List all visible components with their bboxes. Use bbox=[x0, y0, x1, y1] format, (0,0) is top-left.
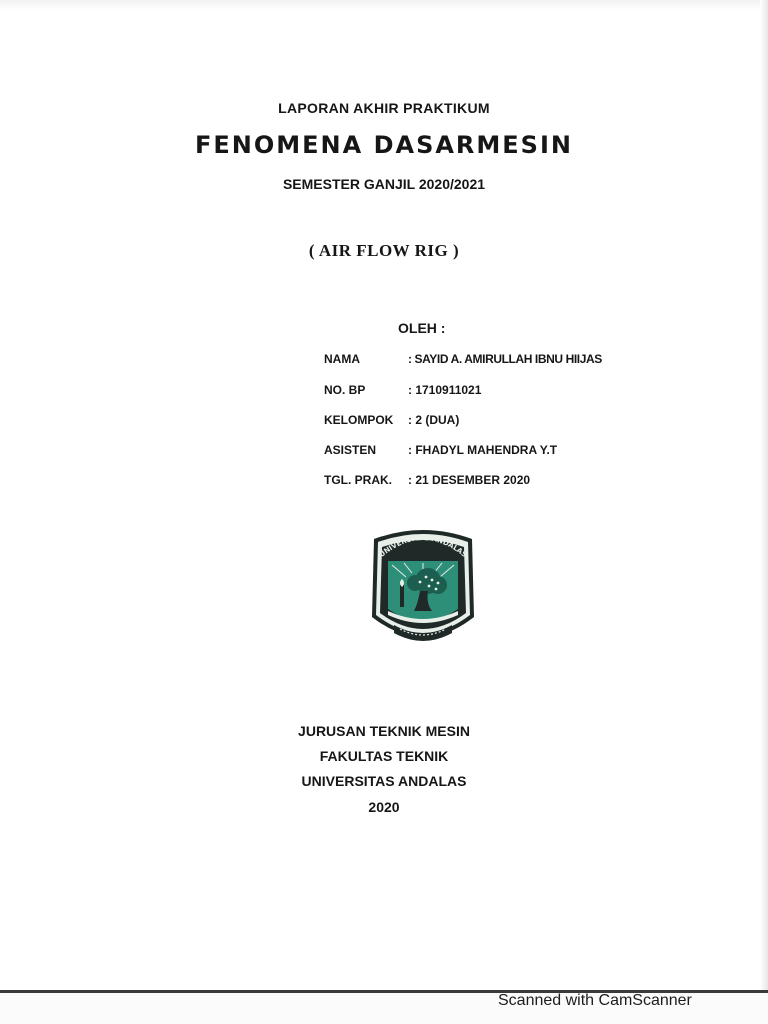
identity-label: ASISTEN bbox=[324, 443, 377, 457]
identity-value: : 1710911021 bbox=[408, 383, 482, 397]
identity-label: TGL. PRAK. bbox=[324, 473, 392, 487]
identity-value: : SAYID A. AMIRULLAH IBNU HIIJAS bbox=[408, 352, 602, 366]
svg-text:UNIVERSITAS ANDALAS: UNIVERSITAS ANDALAS bbox=[377, 533, 469, 559]
report-type: LAPORAN AKHIR PRAKTIKUM bbox=[278, 100, 490, 116]
subtitle: ( AIR FLOW RIG ) bbox=[308, 241, 460, 260]
scan-credit: Scanned with CamScanner bbox=[498, 992, 692, 1009]
identity-row-group bbox=[0, 413, 768, 433]
semester: SEMESTER GANJIL 2020/2021 bbox=[282, 176, 486, 192]
university: UNIVERSITAS ANDALAS bbox=[301, 773, 467, 789]
year: 2020 bbox=[368, 799, 400, 815]
identity-value: : FHADYL MAHENDRA Y.T bbox=[408, 443, 558, 457]
identity-row-student-id bbox=[0, 383, 768, 403]
scan-edge-top bbox=[0, 0, 768, 10]
identity-value: : 21 DESEMBER 2020 bbox=[408, 473, 531, 487]
university-emblem-icon bbox=[368, 525, 478, 650]
by-label: OLEH : bbox=[398, 320, 446, 336]
identity-row-assistant bbox=[0, 443, 768, 463]
identity-row-date bbox=[0, 473, 768, 493]
page-title: FENOMENA DASARMESIN bbox=[195, 131, 573, 159]
identity-label: NAMA bbox=[324, 352, 360, 366]
identity-value: : 2 (DUA) bbox=[408, 413, 460, 427]
identity-row-name bbox=[0, 352, 768, 372]
faculty: FAKULTAS TEKNIK bbox=[319, 748, 449, 764]
department: JURUSAN TEKNIK MESIN bbox=[298, 723, 470, 739]
identity-label: KELOMPOK bbox=[324, 413, 394, 427]
identity-label: NO. BP bbox=[324, 383, 366, 397]
